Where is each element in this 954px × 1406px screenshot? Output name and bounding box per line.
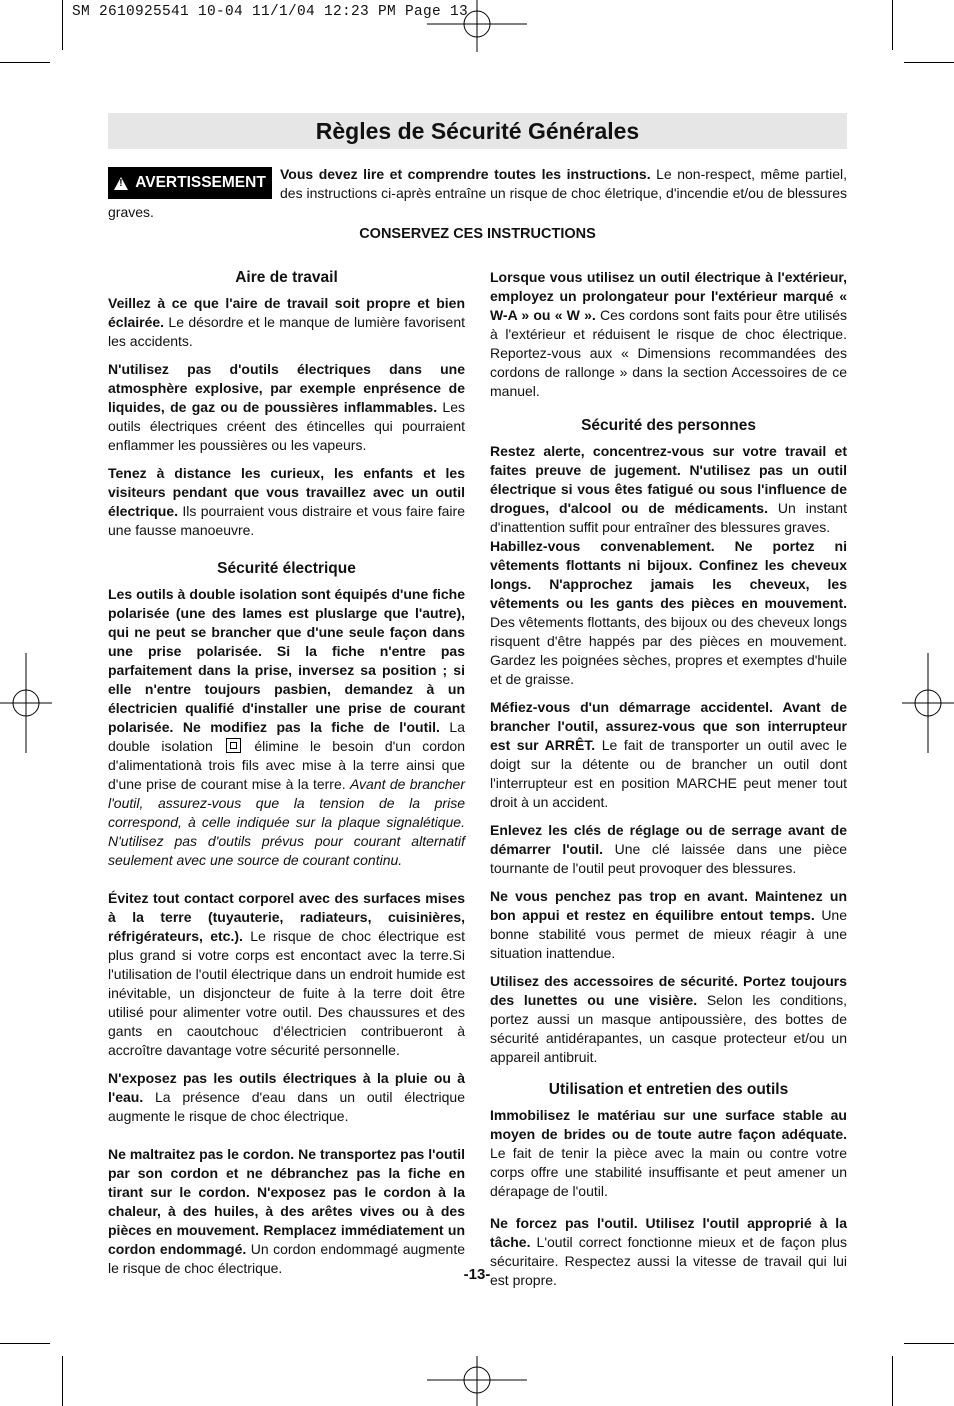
page-title: Règles de Sécurité Générales (315, 118, 640, 144)
paragraph: Évitez tout contact corporel avec des surfaces mises à la terre (tuyauterie, radiateurs, cuisinières, réfrigérateurs, etc.). Le risque de choc électrique est plus grand si votre corps est encontact avec la terre.Si l'utilisation de l'outil électrique dans un endroit humide est inévitable, un disjoncteur de fuite à la terre doit être utilisé pour alimenter votre outil. Des chaussures et des gants en caoutchouc d'électricien contribueront à accroître davantage votre sécurité personnelle. (108, 890, 465, 1058)
paragraph: Lorsque vous utilisez un outil électrique à l'extérieur, employez un prolongateur pour l'extérieur marqué « W-A » ou « W ». Ces cordons sont faits pour être utilisés à l'extérieur et réduisent le risque de choc électrique. Reportez-vous aux « Dimensions recommandées des cordons de rallonge » dans la section Accessoires de ce manuel. (490, 269, 847, 399)
title-bar (108, 113, 847, 149)
crop-mark (0, 62, 50, 63)
paragraph: N'exposez pas les outils électriques à la pluie ou à l'eau. La présence d'eau dans un outil électrique augmente le risque de choc électrique. (108, 1070, 465, 1124)
warning-label: AVERTISSEMENT (135, 174, 266, 191)
warning-body: Le non-respect, même partiel, des instructions ci-après entraîne un risque de choc életrique, d'incendie et/ou de blessures graves. (108, 166, 847, 220)
double-insulation-icon (226, 738, 241, 753)
crop-mark (904, 62, 954, 63)
heading-personal-safety: Sécurité des personnes (581, 417, 756, 434)
crop-mark (0, 1343, 50, 1344)
paragraph: Habillez-vous convenablement. Ne portez ni vêtements flottants ni bijoux. Confinez les cheveux longs. N'approchez jamais les cheveux, les vêtements ou les gants des pièces en mouvement. Des vêtements flottants, des bijoux ou des cheveux longs risquent d'être happés par des pièces en mouvement. Gardez les poignées sèches, propres et exemptes d'huile et de graisse. (490, 538, 847, 687)
printer-slug: SM 2610925541 10-04 11/1/04 12:23 PM Page 13 (72, 4, 469, 20)
crop-mark (904, 1343, 954, 1344)
warning-text (108, 165, 847, 222)
heading-tool-use: Utilisation et entretien des outils (548, 1081, 789, 1098)
paragraph: Utilisez des accessoires de sécurité. Portez toujours des lunettes ou une visière. Selon les conditions, portez aussi un masque antipoussière, des bottes de sécurité antidérapantes, un casque protecteur et/ou un appareil antibruit. (490, 973, 847, 1065)
paragraph: Ne vous penchez pas trop en avant. Maintenez un bon appui et restez en équilibre entout temps. Une bonne stabilité vous permet de mieux réagir à une situation inattendue. (490, 888, 848, 961)
right-column (490, 268, 847, 1299)
crop-mark (62, 1356, 63, 1406)
warning-bold: Vous devez lire et comprendre toutes les instructions. (280, 166, 651, 182)
paragraph: Méfiez-vous d'un démarrage accidentel. Avant de brancher l'outil, assurez-vous que son interrupteur est sur ARRÊT. Le fait de transporter un outil avec le doigt sur la détente ou de brancher un outil dont l'interrupteur est en position MARCHE peut mener tout droit à un accident. (490, 699, 847, 810)
paragraph: Immobilisez le matériau sur une surface stable au moyen de brides ou de toute autre façon adéquate. Le fait de tenir la pièce avec la main ou contre votre corps offre une stabilité insuffisante et peut amener un dérapage de l'outil. (490, 1107, 847, 1199)
registration-mark-right (902, 653, 954, 753)
registration-mark-top (427, 0, 527, 52)
paragraph: Enlevez les clés de réglage ou de serrage avant de démarrer l'outil. Une clé laissée dans une pièce tournante de l'outil peut provoquer des blessures. (490, 822, 848, 876)
paragraph: Ne maltraitez pas le cordon. Ne transportez pas l'outil par son cordon et ne débranchez pas la fiche en tirant sur le cordon. N'exposez pas le cordon à la chaleur, à des huiles, à des arêtes vives ou à des pièces en mouvement. Remplacez immédiatement un cordon endommagé. Un cordon endommagé augmente le risque de choc électrique. (108, 1146, 466, 1276)
heading-electrical-safety: Sécurité électrique (217, 560, 356, 577)
crop-mark (62, 0, 63, 50)
paragraph: Restez alerte, concentrez-vous sur votre travail et faites preuve de jugement. N'utilisez pas un outil électrique si vous êtes fatigué ou sous l'influence de drogues, d'alcool ou de médicaments. Un instant d'inattention suffit pour entraîner des blessures graves. (490, 443, 847, 535)
heading-work-area: Aire de travail (235, 269, 338, 286)
conserve-instructions: CONSERVEZ CES INSTRUCTIONS (359, 226, 596, 242)
paragraph: N'utilisez pas d'outils électriques dans une atmosphère explosive, par exemple enprésence de liquides, de gaz ou de poussières inflammables. Les outils électriques créent des étincelles qui pourraient enflammer les poussières ou les vapeurs. (108, 361, 465, 453)
registration-mark-left (0, 653, 52, 753)
page-number: -13- (463, 1266, 491, 1283)
registration-mark-bottom (427, 1356, 527, 1406)
crop-mark (892, 0, 893, 50)
paragraph: Tenez à distance les curieux, les enfants et les visiteurs pendant que vous travaillez avec un outil électrique. Ils pourraient vous distraire et vous faire faire une fausse manoeuvre. (108, 465, 465, 538)
paragraph: Ne forcez pas l'outil. Utilisez l'outil approprié à la tâche. L'outil correct fonctionne mieux et de façon plus sécuritaire. Respectez aussi la vitesse de travail qui lui est propre. (490, 1215, 847, 1288)
paragraph: Les outils à double isolation sont équipés d'une fiche polarisée (une des lames est pluslarge que l'autre), qui ne peut se brancher que d'une seule façon dans une prise polarisée. Si la fiche n'entre pas parfaitement dans la prise, inversez sa position ; si elle n'entre toujours pasbien, demandez à un électricien qualifié d'installer une prise de courant polarisée. Ne modifiez pas la fiche de l'outil. La double isolation élimine le besoin d'un cordon d'alimentationà trois fils avec mise à la terre ainsi que d'une prise de courant mise à la terre. Avant de brancher l'outil, assurez-vous que la tension de la prise correspond, à celle indiquée sur la plaque signalétique. N'utilisez pas d'outils prévus pour courant alternatif seulement avec une source de courant continu. (108, 586, 466, 868)
crop-mark (892, 1356, 893, 1406)
paragraph: Veillez à ce que l'aire de travail soit propre et bien éclairée. Le désordre et le manque de lumière favorisent les accidents. (108, 295, 465, 349)
left-column (108, 268, 465, 1287)
